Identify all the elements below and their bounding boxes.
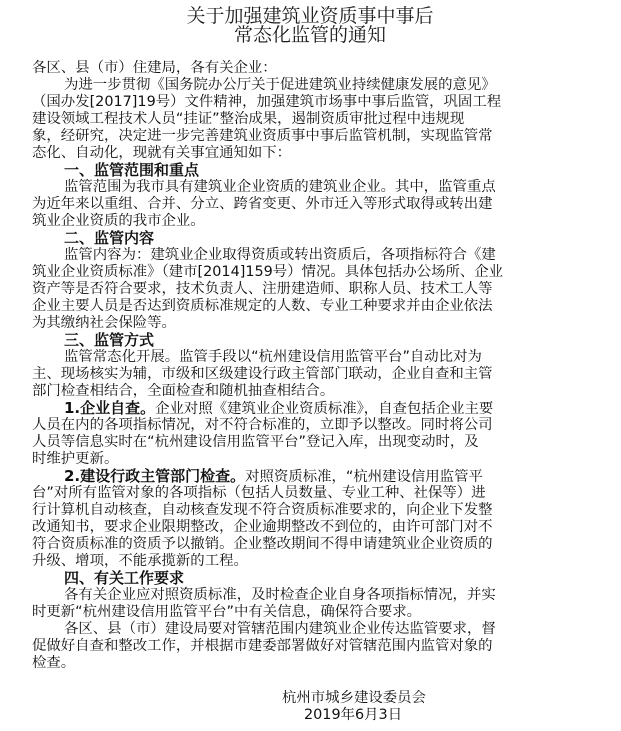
addressee: 各区、县（市）住建局，各有关企业：	[32, 60, 277, 76]
section-2-line: 为其缴纳社会保险等。	[32, 315, 176, 331]
section-4-line: 各有关企业应对照资质标准，及时检查企业自身各项指标情况，并实	[64, 587, 496, 603]
section-3-line: 监管常态化开展。监管手段以“杭州建设信用监管平台”自动比对为	[64, 349, 482, 365]
section-heading-4: 四、有关工作要求	[64, 569, 185, 587]
intro-line: （国办发[2017]19号）文件精神，加强建筑市场事中事后监管，巩固工程	[32, 94, 502, 110]
section-3-item-2-line: 台”对所有监管对象的各项指标（包括人员数量、专业工种、社保等）进	[32, 485, 486, 501]
section-2-line: 资产等是否符合要求，技术负责人、注册建造师、职称人员、技术工人等	[32, 281, 493, 297]
section-3-line: 部门检查相结合，全面检查和随机抽查相结合。	[32, 383, 335, 399]
intro-line: 为进一步贯彻《国务院办公厅关于促进建筑业持续健康发展的意见》	[64, 77, 496, 93]
document-title-line-1: 关于加强建筑业资质事中事后	[186, 5, 434, 27]
item-1-text: 企业对照《建筑业企业资质标准》，自查包括企业主要	[155, 401, 494, 417]
section-1-line: 监管范围为我市具有建筑业企业资质的建筑业企业。其中，监管重点	[64, 179, 496, 195]
section-4-line: 各区、县（市）建设局要对管辖范围内建筑业企业传达监管要求，督	[64, 621, 496, 637]
issuer-name: 杭州市城乡建设委员会	[282, 690, 426, 706]
section-3-item-1-line: 人员在内的各项指标情况，对不符合标准的，立即予以整改。同时将公司	[32, 417, 493, 433]
section-3-line: 主、现场核实为辅，市级和区级建设行政主管部门联动，企业自查和主管	[32, 366, 493, 382]
section-3-item-1-line: 人员等信息实时在“杭州建设信用监管平台”登记入库，出现变动时，及	[32, 434, 479, 450]
section-3-item-2-line: 符合资质标准的资质予以撤销。企业整改期间不得申请建筑业企业资质的	[32, 536, 493, 552]
section-3-item-1	[64, 400, 493, 418]
section-3-item-2-line: 升级、增项，不能承揽新的工程。	[32, 553, 248, 569]
section-2-line: 企业主要人员是否达到资质标准规定的人数、专业工种要求并由企业依法	[32, 298, 493, 314]
section-2-line: 筑业企业资质标准》（建市[2014]159号）情况。具体包括办公场所、企业	[32, 264, 504, 280]
section-heading-2: 二、监管内容	[64, 229, 155, 247]
section-4-line: 促做好自查和整改工作，并根据市建委部署做好对管辖范围内监管对象的	[32, 638, 493, 654]
section-4-line: 时更新“杭州建设信用监管平台”中有关信息，确保符合要求。	[32, 604, 422, 620]
section-heading-3: 三、监管方式	[64, 331, 155, 349]
document-title-line-2: 常态化监管的通知	[233, 24, 386, 46]
section-3-item-2	[64, 468, 483, 486]
item-2-label: 2.建设行政主管部门检查。	[64, 467, 246, 485]
section-3-item-1-line: 时维护更新。	[32, 451, 119, 467]
issue-date: 2019年6月3日	[304, 707, 403, 723]
section-heading-1: 一、监管范围和重点	[64, 161, 200, 179]
item-2-text: 对照资质标准，“杭州建设信用监管平	[245, 469, 483, 485]
section-4-line: 检查。	[32, 655, 76, 671]
section-1-line: 筑业企业资质的我市企业。	[32, 213, 205, 229]
intro-line: 象，经研究，决定进一步完善建筑业资质事中事后监管机制，实现监管常	[32, 128, 493, 144]
section-1-line: 为近年来以重组、合并、分立、跨省变更、外市迁入等形式取得或转出建	[32, 196, 493, 212]
intro-line: 建设领域工程技术人员“挂证”整治成果，遏制资质审批过程中违规现	[32, 111, 465, 127]
section-3-item-2-line: 行计算机自动核查，自动核查发现不符合资质标准要求的，向企业下发整	[32, 502, 493, 518]
intro-line: 态化、自动化，现就有关事宜通知如下：	[32, 145, 292, 161]
section-3-item-2-line: 改通知书，要求企业限期整改，企业逾期整改不到位的，由许可部门对不	[32, 519, 493, 535]
section-2-line: 监管内容为：建筑业企业取得资质或转出资质后，各项指标符合《建	[64, 247, 496, 263]
item-1-label: 1.企业自查。	[64, 399, 156, 417]
